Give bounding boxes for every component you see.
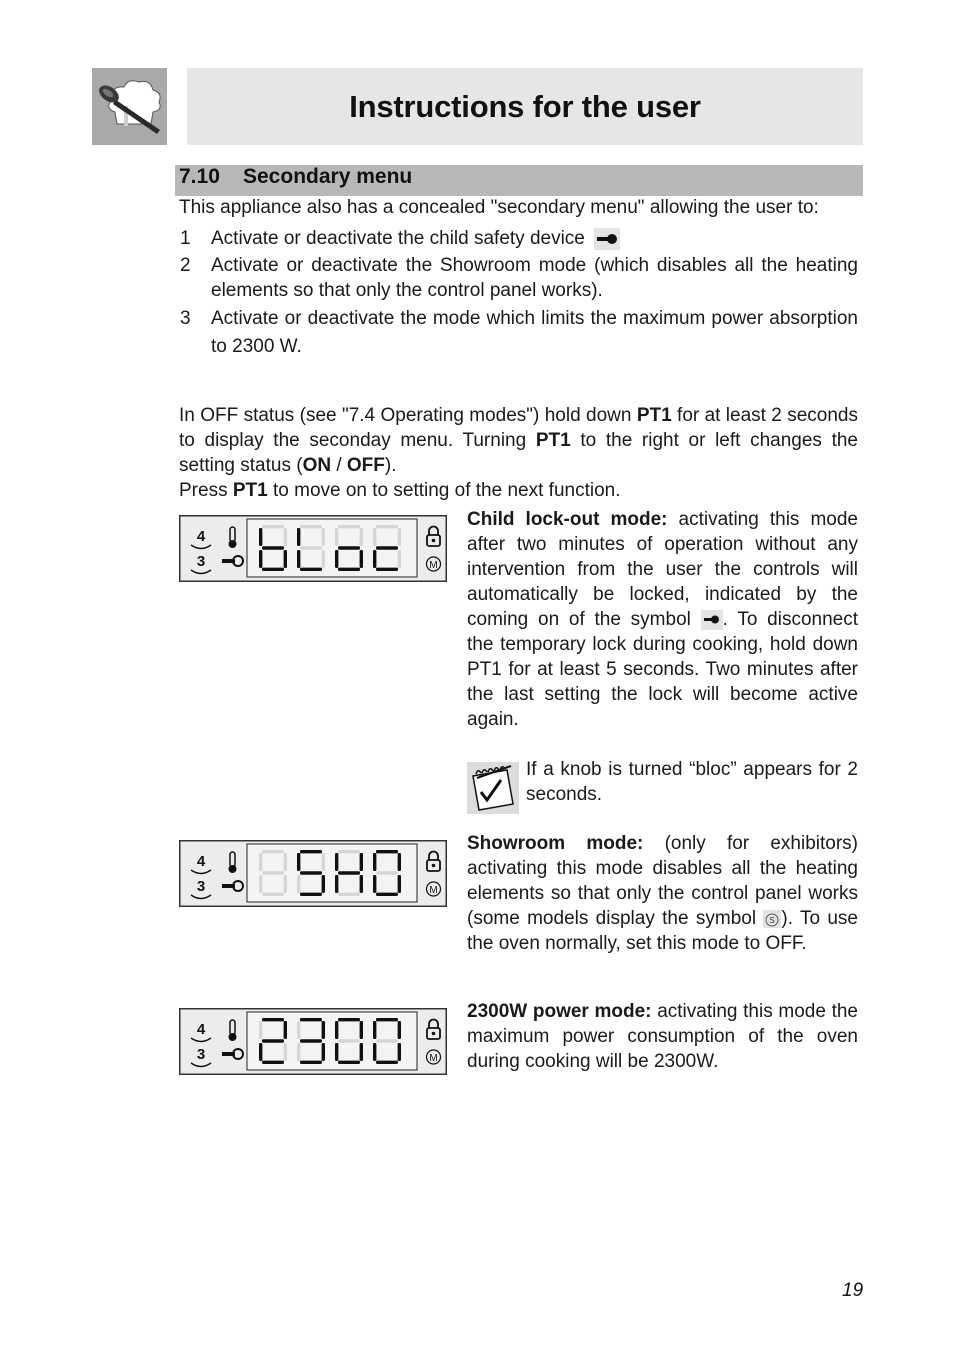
segment <box>284 853 287 871</box>
segment <box>373 528 376 546</box>
segment <box>284 550 287 568</box>
segment <box>262 850 284 853</box>
segment <box>376 1018 398 1021</box>
display-svg <box>179 1008 447 1075</box>
display-svg <box>179 515 447 582</box>
display-panel <box>179 515 447 582</box>
segment <box>373 875 376 893</box>
display-panel <box>179 840 447 907</box>
list-item <box>179 253 858 303</box>
segment <box>360 853 363 871</box>
segment <box>360 528 363 546</box>
segment <box>259 1021 262 1039</box>
program-number-bottom: 3 <box>196 878 206 895</box>
display-svg <box>179 840 447 907</box>
list-item <box>179 305 858 361</box>
notepad-pencil-icon <box>467 762 519 814</box>
segment <box>262 1061 284 1064</box>
logo <box>92 68 167 145</box>
segment <box>262 893 284 896</box>
segment <box>373 1043 376 1061</box>
segment <box>373 1021 376 1039</box>
segment <box>262 1018 284 1021</box>
power-mode-label: 2300W power mode: <box>467 1001 652 1022</box>
segment <box>335 1021 338 1039</box>
segment <box>338 1018 360 1021</box>
page-number: 19 <box>842 1280 864 1301</box>
segment <box>338 568 360 571</box>
segment <box>262 871 284 874</box>
segment <box>300 1061 322 1064</box>
segment <box>300 525 322 528</box>
segment <box>360 1021 363 1039</box>
child-lock-description: Child lock-out mode: activating this mode after two minutes of operation without any intervention from the user the controls will automatically be locked, indicated by the coming on of the symbol . To disconnect the temporary lock during cooking, hold down PT1 for at least 5 seconds. Two minutes after the last setting the lock will become active again. <box>467 509 858 730</box>
segment <box>360 875 363 893</box>
segment <box>297 1043 300 1061</box>
segment <box>322 528 325 546</box>
segment <box>338 546 360 549</box>
segment <box>259 528 262 546</box>
showroom-description: Showroom mode: (only for exhibitors) activating this mode disables all the heating elements so that only the control panel works (some models display the symbol S ). To use the oven normally, set this mode to OFF. <box>467 833 858 954</box>
svg-text:M: M <box>429 560 438 571</box>
segment <box>373 853 376 871</box>
segment <box>335 550 338 568</box>
s-circle-icon <box>763 910 781 928</box>
list-number: 3 <box>180 308 191 329</box>
segment <box>262 525 284 528</box>
page-title: Instructions for the user <box>349 88 701 124</box>
segment <box>398 1021 401 1039</box>
list-number: 2 <box>180 255 191 276</box>
segment <box>322 853 325 871</box>
section-heading-bar <box>175 165 863 196</box>
spoon-chef-hat-icon <box>92 68 167 145</box>
segment <box>335 1043 338 1061</box>
svg-text:M: M <box>429 885 438 896</box>
pt1-instructions: In OFF status (see "7.4 Operating modes") hold down PT1 for at least 2 seconds to display the seconday menu. Turning PT1 to the right or left changes the setting status (ON / OFF). Press PT1 to move on to setting of the next function. <box>179 405 858 501</box>
segment <box>284 875 287 893</box>
segment <box>398 528 401 546</box>
segment <box>322 1043 325 1061</box>
segment <box>398 853 401 871</box>
segment <box>376 871 398 874</box>
segment <box>335 528 338 546</box>
program-number-top: 4 <box>196 853 206 870</box>
program-number-top: 4 <box>196 1021 206 1038</box>
intro-text: This appliance also has a concealed "secondary menu" allowing the user to: <box>179 197 819 218</box>
program-number-bottom: 3 <box>196 1046 206 1063</box>
svg-text:S: S <box>769 915 776 925</box>
key-icon <box>701 610 723 630</box>
list-text: Activate or deactivate the mode which limits the maximum power absorption to 2300 W. <box>211 308 858 357</box>
segment <box>300 871 322 874</box>
segment <box>322 550 325 568</box>
key-icon <box>594 228 620 250</box>
segment <box>376 850 398 853</box>
section-title: Secondary menu <box>243 165 413 188</box>
showroom-label: Showroom mode: <box>467 833 644 854</box>
segment <box>338 850 360 853</box>
segment <box>373 550 376 568</box>
segment <box>398 550 401 568</box>
segment <box>398 875 401 893</box>
segment <box>262 568 284 571</box>
segment <box>300 893 322 896</box>
segment <box>376 525 398 528</box>
segment <box>284 1043 287 1061</box>
display-panel <box>179 1008 447 1075</box>
list-number: 1 <box>180 228 191 249</box>
segment <box>376 546 398 549</box>
segment <box>338 871 360 874</box>
segment <box>300 1039 322 1042</box>
list-text: Activate or deactivate the Showroom mode (which disables all the heating elements so that only the control panel works). <box>211 255 858 301</box>
note-text: If a knob is turned “bloc” appears for 2 seconds. <box>526 759 858 805</box>
segment <box>398 1043 401 1061</box>
svg-text:M: M <box>429 1053 438 1064</box>
segment <box>376 893 398 896</box>
segment <box>335 853 338 871</box>
segment <box>338 1039 360 1042</box>
segment <box>284 1021 287 1039</box>
segment <box>259 1043 262 1061</box>
segment <box>300 1018 322 1021</box>
segment <box>259 853 262 871</box>
segment <box>376 1039 398 1042</box>
program-number-top: 4 <box>196 528 206 545</box>
list-text: Activate or deactivate the child safety device <box>211 228 585 249</box>
child-lock-label: Child lock-out mode: <box>467 509 668 530</box>
power-mode-description: 2300W power mode: activating this mode the maximum power consumption of the oven during cooking will be 2300W. <box>467 1001 858 1072</box>
segment <box>338 1061 360 1064</box>
segment <box>300 850 322 853</box>
segment <box>300 568 322 571</box>
segment <box>262 546 284 549</box>
section-heading <box>175 165 863 189</box>
section-number: 7.10 <box>179 165 220 188</box>
segment <box>376 568 398 571</box>
segment <box>259 550 262 568</box>
segment <box>297 875 300 893</box>
segment <box>338 525 360 528</box>
segment <box>259 875 262 893</box>
segment <box>262 1039 284 1042</box>
segment <box>297 1021 300 1039</box>
segment <box>338 893 360 896</box>
segment <box>335 875 338 893</box>
segment <box>322 875 325 893</box>
segment <box>300 546 322 549</box>
segment <box>376 1061 398 1064</box>
page-header <box>187 68 863 145</box>
list-item <box>179 226 858 251</box>
segment <box>360 1043 363 1061</box>
program-number-bottom: 3 <box>196 553 206 570</box>
segment <box>360 550 363 568</box>
segment <box>284 528 287 546</box>
segment <box>322 1021 325 1039</box>
segment <box>297 528 300 546</box>
segment <box>297 550 300 568</box>
segment <box>297 853 300 871</box>
intro-block <box>179 195 858 361</box>
